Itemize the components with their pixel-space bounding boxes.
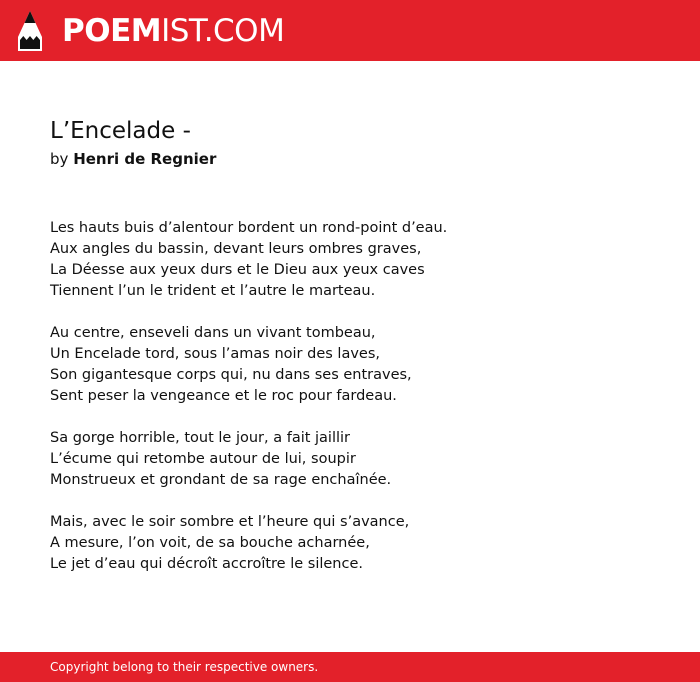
poem-line: Sa gorge horrible, tout le jour, a fait jaillir bbox=[50, 430, 351, 446]
stanza bbox=[50, 512, 650, 575]
poem-title: L’Encelade - bbox=[50, 118, 191, 144]
site-header bbox=[0, 0, 700, 61]
copyright-notice: Copyright belong to their respective owners. bbox=[50, 660, 319, 674]
stanza bbox=[50, 218, 650, 302]
poem-line: Tiennent l’un le trident et l’autre le marteau. bbox=[50, 283, 376, 299]
site-footer bbox=[0, 652, 700, 682]
poem-line: Mais, avec le soir sombre et l’heure qui s’avance, bbox=[50, 514, 410, 530]
poem-line: A mesure, l’on voit, de sa bouche acharnée, bbox=[50, 535, 370, 551]
poem-line: Un Encelade tord, sous l’amas noir des laves, bbox=[50, 346, 380, 362]
poem-line: Les hauts buis d’alentour bordent un rond-point d’eau. bbox=[50, 220, 448, 236]
stanza bbox=[50, 428, 650, 491]
poem-line: Aux angles du bassin, devant leurs ombres graves, bbox=[50, 241, 422, 257]
poem-line: Sent peser la vengeance et le roc pour fardeau. bbox=[50, 388, 397, 404]
site-logo-text[interactable] bbox=[62, 12, 284, 50]
poem-line: La Déesse aux yeux durs et le Dieu aux yeux caves bbox=[50, 262, 425, 278]
author-name: Henri de Regnier bbox=[73, 150, 217, 168]
brand-light: IST.COM bbox=[161, 13, 285, 49]
poem-line: L’écume qui retombe autour de lui, soupir bbox=[50, 451, 356, 467]
brand-strong: POEM bbox=[62, 13, 162, 49]
by-label: by bbox=[50, 150, 69, 168]
poem-line: Son gigantesque corps qui, nu dans ses entraves, bbox=[50, 367, 412, 383]
pencil-tip-icon[interactable] bbox=[16, 10, 44, 52]
byline bbox=[50, 148, 216, 170]
poem-line: Au centre, enseveli dans un vivant tombeau, bbox=[50, 325, 376, 341]
poem-line: Le jet d’eau qui décroît accroître le silence. bbox=[50, 556, 363, 572]
poem-body bbox=[50, 218, 650, 596]
stanza bbox=[50, 323, 650, 407]
poem-line: Monstrueux et grondant de sa rage enchaînée. bbox=[50, 472, 392, 488]
